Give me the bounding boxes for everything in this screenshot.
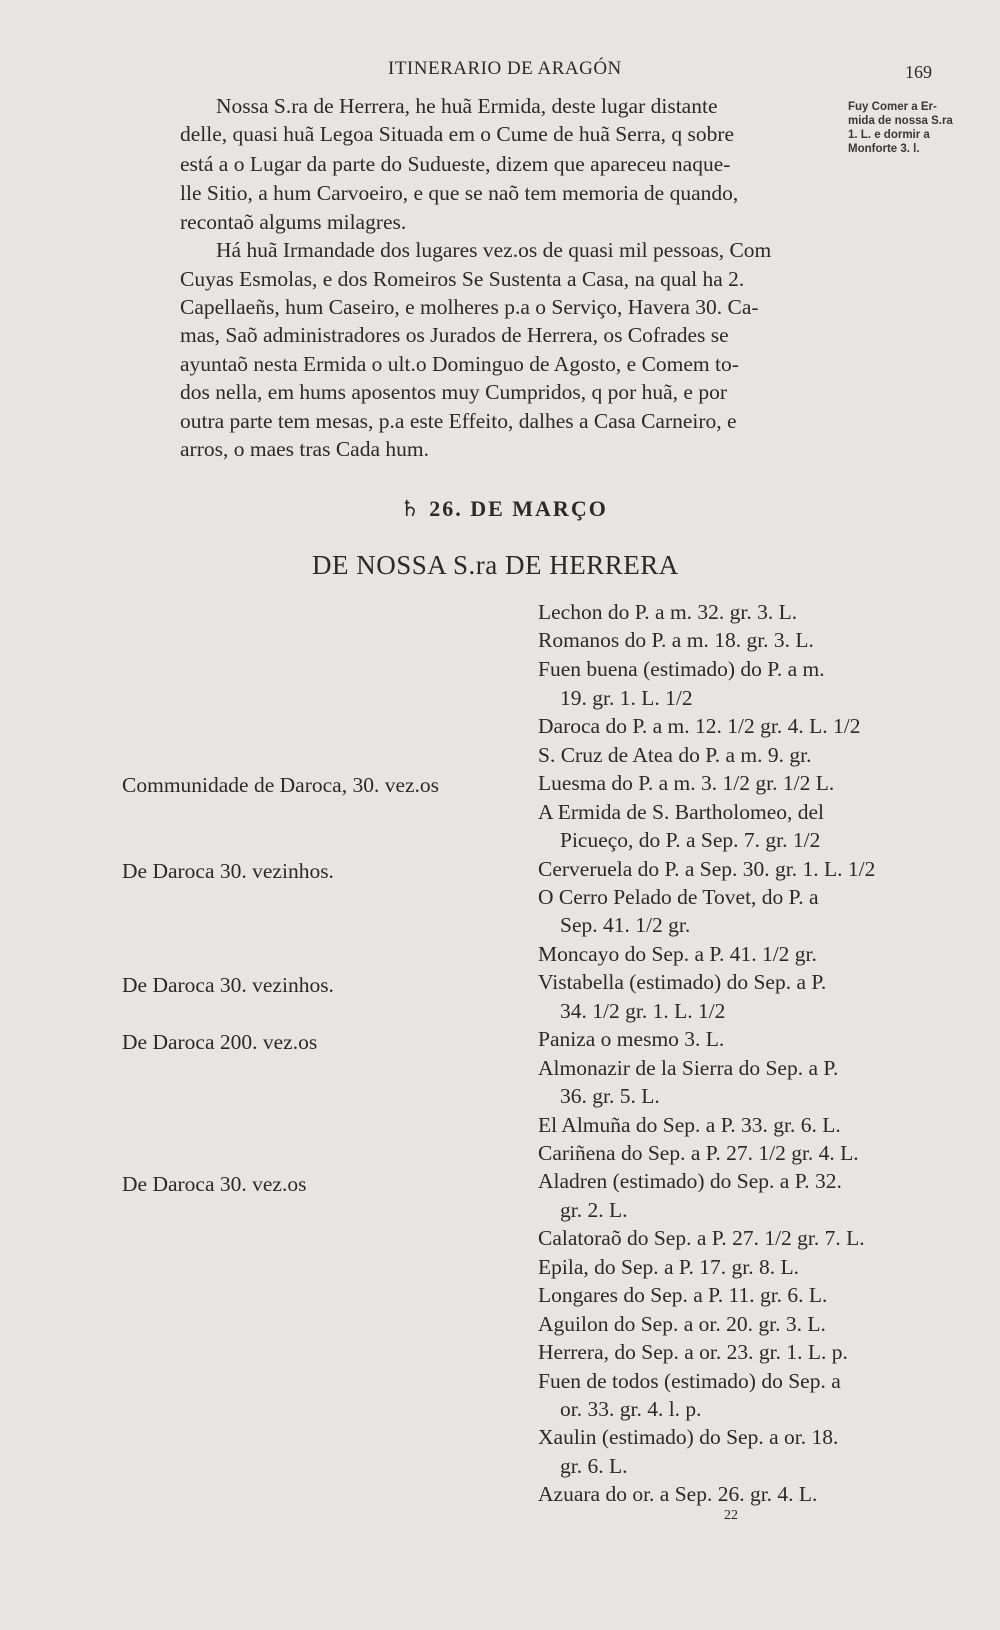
body-line: outra parte tem mesas, p.a este Effeito, dalhes a Casa Carneiro, e [180,409,737,433]
margin-note-line: Monforte 3. l. [848,143,920,155]
body-line: Capellaeñs, hum Caseiro, e molheres p.a o Serviço, Havera 30. Ca- [180,295,759,319]
route-line: A Ermida de S. Bartholomeo, del [538,800,825,824]
route-line: Aladren (estimado) do Sep. a P. 32. [538,1169,842,1193]
route-line: Moncayo do Sep. a P. 41. 1/2 gr. [538,942,817,966]
route-line: Lechon do P. a m. 32. gr. 3. L. [538,600,798,624]
route-line: Herrera, do Sep. a or. 23. gr. 1. L. p. [538,1340,848,1364]
route-line: Paniza o mesmo 3. L. [538,1027,725,1051]
margin-note-line: mida de nossa S.ra [848,115,953,127]
left-note: De Daroca 30. vez.os [122,1172,307,1196]
running-title: ITINERARIO DE ARAGÓN [388,58,622,79]
route-line: Vistabella (estimado) do Sep. a P. [538,970,827,994]
body-line: Há huã Irmandade dos lugares vez.os de quasi mil pessoas, Com [216,238,772,262]
route-line: 34. 1/2 gr. 1. L. 1/2 [560,999,726,1023]
signature-mark: 22 [724,1508,738,1523]
route-line: 36. gr. 5. L. [560,1084,660,1108]
route-line: gr. 2. L. [560,1198,628,1222]
margin-note-line: Fuy Comer a Er- [848,101,937,113]
route-line: Xaulin (estimado) do Sep. a or. 18. [538,1425,839,1449]
route-line: Fuen buena (estimado) do P. a m. [538,657,825,681]
date-heading: ♄ 26. DE MARÇO [400,496,608,521]
route-line: Romanos do P. a m. 18. gr. 3. L. [538,628,814,652]
route-line: Epila, do Sep. a P. 17. gr. 8. L. [538,1255,799,1279]
body-line: Nossa S.ra de Herrera, he huã Ermida, deste lugar distante [216,94,718,118]
route-line: Azuara do or. a Sep. 26. gr. 4. L. [538,1482,818,1506]
route-line: Daroca do P. a m. 12. 1/2 gr. 4. L. 1/2 [538,714,861,738]
left-note: De Daroca 30. vezinhos. [122,973,334,997]
body-line: arros, o maes tras Cada hum. [180,437,429,461]
route-line: Cerveruela do P. a Sep. 30. gr. 1. L. 1/2 [538,857,876,881]
left-note: De Daroca 30. vezinhos. [122,859,334,883]
page-number: 169 [905,62,932,82]
body-line: dos nella, em hums aposentos muy Cumpridos, q por huã, e por [180,380,727,404]
left-note: Communidade de Daroca, 30. vez.os [122,773,440,797]
route-line: Calatoraõ do Sep. a P. 27. 1/2 gr. 7. L. [538,1226,865,1250]
body-line: lle Sitio, a hum Carvoeiro, e que se naõ tem memoria de quando, [180,181,739,205]
section-heading: DE NOSSA S.ra DE HERRERA [312,550,679,580]
route-line: Fuen de todos (estimado) do Sep. a [538,1369,841,1393]
body-line: Cuyas Esmolas, e dos Romeiros Se Sustenta a Casa, na qual ha 2. [180,267,745,291]
route-line: Longares do Sep. a P. 11. gr. 6. L. [538,1283,828,1307]
route-line: O Cerro Pelado de Tovet, do P. a [538,885,819,909]
route-line: Sep. 41. 1/2 gr. [560,913,691,937]
body-line: mas, Saõ administradores os Jurados de Herrera, os Cofrades se [180,323,729,347]
body-line: recontaõ algums milagres. [180,210,407,234]
route-line: Luesma do P. a m. 3. 1/2 gr. 1/2 L. [538,771,835,795]
route-line: 19. gr. 1. L. 1/2 [560,686,693,710]
route-line: gr. 6. L. [560,1454,628,1478]
body-line: delle, quasi huã Legoa Situada em o Cume de huã Serra, q sobre [180,122,735,146]
route-line: Aguilon do Sep. a or. 20. gr. 3. L. [538,1312,826,1336]
margin-note-line: 1. L. e dormir a [848,129,930,141]
route-line: Almonazir de la Sierra do Sep. a P. [538,1056,839,1080]
route-line: Picueço, do P. a Sep. 7. gr. 1/2 [560,828,821,852]
margin-note [848,100,953,156]
route-line: S. Cruz de Atea do P. a m. 9. gr. [538,743,812,767]
body-line: está a o Lugar da parte do Sudueste, dizem que apareceu naque- [180,152,731,176]
route-line: Cariñena do Sep. a P. 27. 1/2 gr. 4. L. [538,1141,859,1165]
body-line: ayuntaõ nesta Ermida o ult.o Dominguo de Agosto, e Comem to- [180,352,739,376]
route-line: El Almuña do Sep. a P. 33. gr. 6. L. [538,1113,841,1137]
left-note: De Daroca 200. vez.os [122,1030,318,1054]
route-line: or. 33. gr. 4. l. p. [560,1397,702,1421]
